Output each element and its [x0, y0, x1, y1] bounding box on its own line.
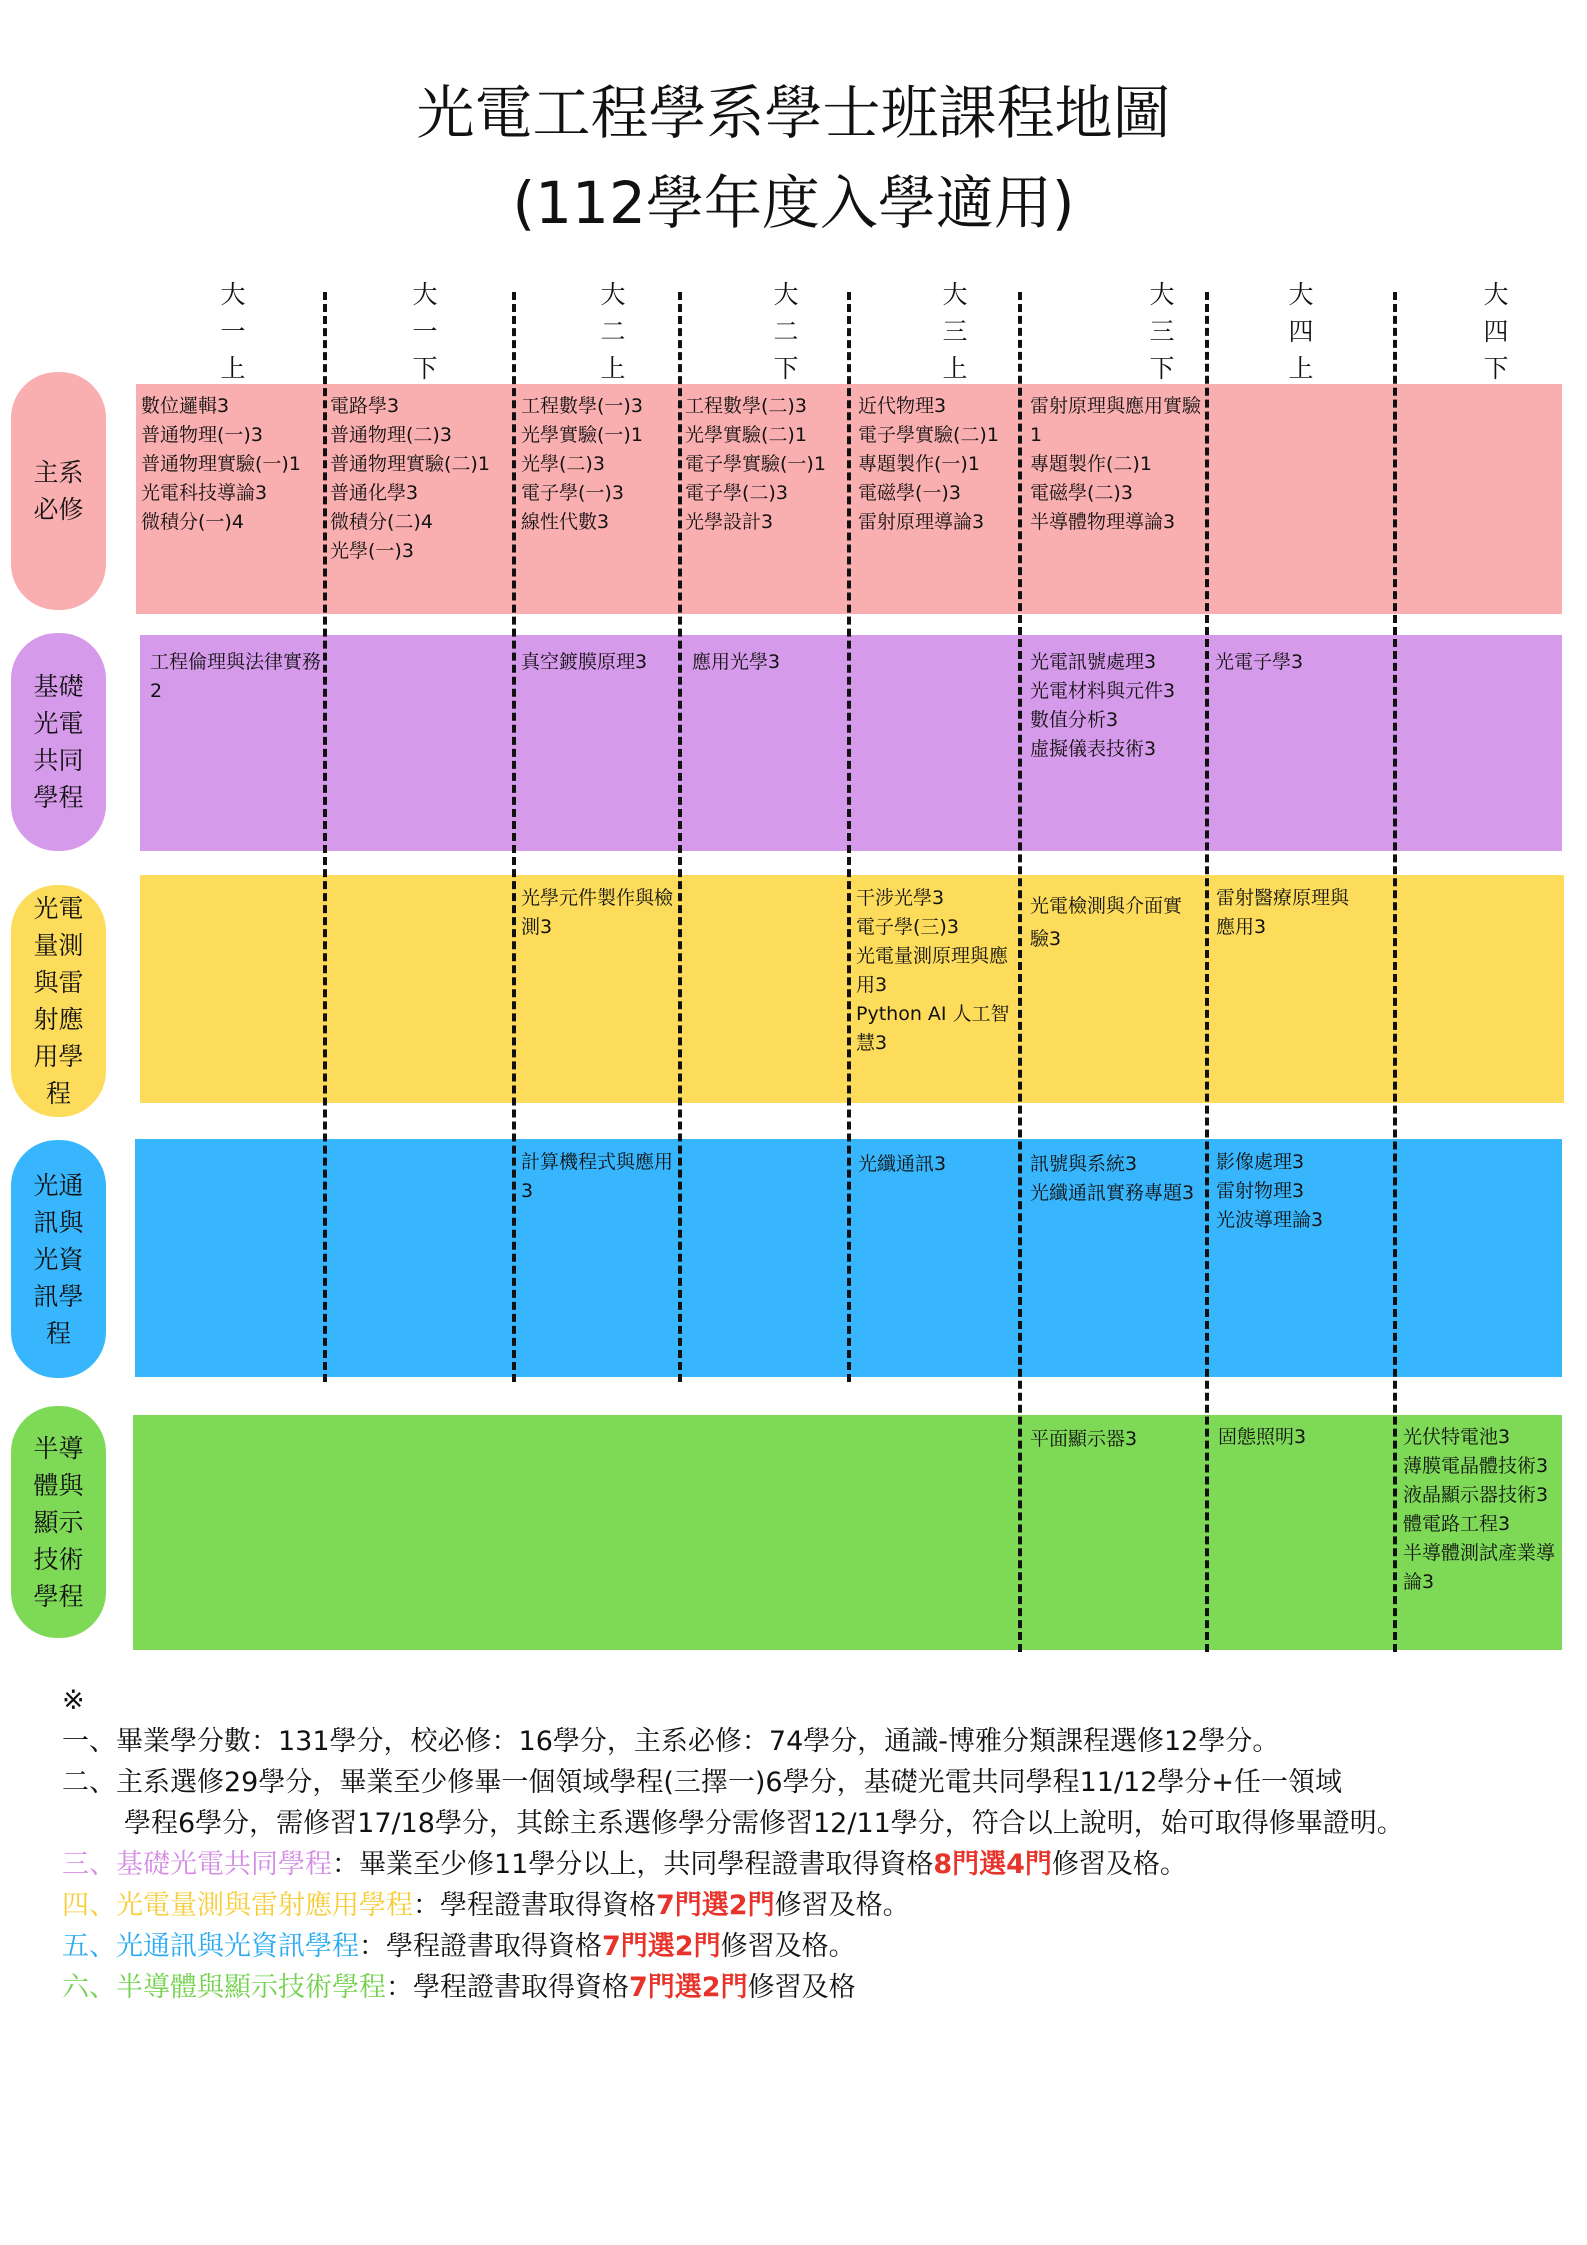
- track-label-line: 顯示: [33, 1507, 84, 1537]
- cell-comm-y3b: [1030, 1150, 1206, 1208]
- course-item: 光電訊號處理3: [1030, 651, 1157, 673]
- course-item: 線性代數3: [521, 511, 610, 533]
- cell-main-y2b: [685, 392, 826, 537]
- semester-char: 上: [600, 354, 626, 383]
- track-label-line: 量測: [33, 931, 84, 960]
- note-3-prefix: 三、: [62, 1849, 116, 1880]
- track-label-line: 主系: [33, 458, 84, 487]
- semester-char: 下: [1149, 354, 1175, 383]
- course-item: 光學設計3: [685, 511, 774, 533]
- track-label-line: 光電: [33, 709, 84, 738]
- note-2b: 學程6學分，需修習17/18學分，其餘主系選修學分需修習12/11學分，符合以上說明，始可取得修畢證明。: [124, 1808, 1404, 1839]
- band-basic-optoelectronics: [140, 635, 1562, 851]
- course-item: 光電材料與元件3: [1030, 680, 1176, 702]
- semester-char: 上: [220, 354, 246, 383]
- track-label-line: 基礎: [33, 672, 84, 701]
- course-item: Python AI 人工智慧3: [856, 1003, 1010, 1054]
- course-item: 普通物理實驗(二)1: [330, 453, 490, 475]
- course-item: 計算機程式與應用3: [521, 1151, 674, 1202]
- track-label-line: 光資: [33, 1244, 84, 1274]
- cell-main-y1a: [141, 392, 301, 537]
- notes-mark: ※: [62, 1685, 85, 1716]
- course-item: 雷射醫療原理與應用3: [1216, 887, 1350, 938]
- cell-basic-y3b: [1030, 648, 1175, 764]
- note-6-text: ：學程證書取得資格: [386, 1972, 629, 2003]
- page-title: 光電工程學系學士班課程地圖: [416, 79, 1171, 147]
- separator-3: [678, 292, 682, 1382]
- semester-char: 大: [412, 280, 438, 309]
- course-item: 電子學(二)3: [685, 482, 788, 504]
- note-5-end: 修習及格。: [720, 1931, 856, 1962]
- course-item: 光纖通訊實務專題3: [1030, 1182, 1195, 1204]
- course-item: 光波導理論3: [1216, 1209, 1324, 1231]
- course-item: 光學元件製作與檢測3: [521, 887, 674, 938]
- course-item: 薄膜電晶體技術3: [1403, 1455, 1549, 1477]
- course-item: 光學(二)3: [521, 453, 605, 475]
- separator-1: [323, 292, 327, 1382]
- track-label-line: 訊與: [33, 1207, 84, 1237]
- note-4: [62, 1885, 1404, 1926]
- note-4-program-name: 光電量測與雷射應用學程: [116, 1890, 413, 1921]
- separator-4: [847, 292, 851, 1382]
- note-5-requirement: 7門選2門: [602, 1931, 721, 1962]
- course-item: 虛擬儀表技術3: [1030, 738, 1157, 760]
- note-3: [62, 1844, 1404, 1885]
- note-4-text: ：學程證書取得資格: [413, 1890, 656, 1921]
- track-label-line: 半導: [33, 1433, 84, 1463]
- semester-char: 上: [1288, 354, 1314, 383]
- course-item: 電子學實驗(二)1: [858, 424, 999, 446]
- course-item: 雷射物理3: [1216, 1180, 1305, 1202]
- course-item: 光電檢測與介面實驗3: [1030, 895, 1183, 950]
- course-item: 體電路工程3: [1403, 1513, 1511, 1535]
- note-5-prefix: 五、: [62, 1931, 116, 1962]
- cell-basic-y1a: [150, 648, 322, 706]
- semester-header-y4a: [1281, 276, 1321, 387]
- course-item: 光電科技導論3: [141, 482, 268, 504]
- course-item: 數值分析3: [1030, 709, 1119, 731]
- note-4-requirement: 7門選2門: [656, 1890, 775, 1921]
- course-item: 微積分(一)4: [141, 511, 244, 533]
- semester-char: 大: [942, 280, 968, 309]
- course-item: 工程數學(一)3: [521, 395, 643, 417]
- course-item: 光纖通訊3: [858, 1153, 947, 1175]
- course-item: 光伏特電池3: [1403, 1426, 1511, 1448]
- track-label-line: 必修: [33, 495, 84, 524]
- semester-char: 大: [600, 280, 626, 309]
- note-3-text: ：畢業至少修11學分以上，共同學程證書取得資格: [332, 1849, 934, 1880]
- semester-char: 三: [942, 317, 968, 346]
- semester-char: 大: [1149, 280, 1175, 309]
- course-item: 液晶顯示器技術3: [1403, 1484, 1549, 1506]
- cell-main-y3b: [1030, 392, 1202, 537]
- semester-char: 三: [1149, 317, 1175, 346]
- semester-char: 下: [1483, 354, 1509, 383]
- semester-header-y2b: [766, 276, 806, 387]
- cell-basic-y2b: [692, 648, 780, 677]
- separator-7: [1393, 292, 1397, 1652]
- semester-header-y3a: [935, 276, 975, 387]
- course-item: 電子學實驗(一)1: [685, 453, 826, 475]
- course-item: 普通化學3: [330, 482, 419, 504]
- track-label-main-required: [11, 372, 106, 610]
- semester-char: 上: [942, 354, 968, 383]
- semester-header-y1b: [405, 276, 445, 387]
- cell-main-y2a: [521, 392, 643, 537]
- track-label-line: 共同: [33, 746, 84, 775]
- course-item: 微積分(二)4: [330, 511, 433, 533]
- track-label-line: 射應: [33, 1005, 84, 1034]
- course-item: 光電子學3: [1215, 651, 1304, 673]
- semester-char: 一: [412, 317, 438, 346]
- note-3-requirement: 8門選4門: [933, 1849, 1052, 1880]
- course-item: 真空鍍膜原理3: [521, 651, 648, 673]
- course-item: 近代物理3: [858, 395, 947, 417]
- track-label-line: 體與: [33, 1470, 84, 1500]
- course-item: 干涉光學3: [856, 887, 945, 909]
- note-4-prefix: 四、: [62, 1890, 116, 1921]
- semester-char: 四: [1288, 317, 1314, 346]
- course-item: 雷射原理與應用實驗1: [1030, 395, 1202, 446]
- semester-header-y3b: [1142, 276, 1182, 387]
- note-1: 一、畢業學分數：131學分，校必修：16學分，主系必修：74學分，通識-博雅分類課程選修12學分。: [62, 1726, 1280, 1757]
- semester-char: 二: [773, 317, 799, 346]
- track-label-line: 與雷: [33, 968, 84, 997]
- semester-char: 四: [1483, 317, 1509, 346]
- track-label-line: 程: [45, 1318, 71, 1348]
- track-label-line: 訊學: [33, 1281, 84, 1311]
- separator-6: [1205, 292, 1209, 1652]
- course-item: 普通物理(二)3: [330, 424, 452, 446]
- cell-basic-y2a: [521, 648, 647, 677]
- semester-header-y4b: [1476, 276, 1516, 387]
- semester-char: 下: [773, 354, 799, 383]
- semester-header-y2a: [593, 276, 633, 387]
- separator-5: [1018, 292, 1022, 1652]
- track-label-line: 用學: [33, 1042, 84, 1071]
- course-item: 專題製作(二)1: [1030, 453, 1152, 475]
- track-label-line: 程: [45, 1079, 71, 1108]
- semester-char: 大: [1483, 280, 1509, 309]
- cell-laser-y3a: [856, 884, 1014, 1058]
- semester-char: 一: [220, 317, 246, 346]
- semester-char: 大: [1288, 280, 1314, 309]
- cell-semi-y4a: [1218, 1423, 1306, 1452]
- course-item: 數位邏輯3: [141, 395, 230, 417]
- course-item: 光學(一)3: [330, 540, 414, 562]
- cell-main-y3a: [858, 392, 999, 537]
- cell-laser-y3b: [1030, 890, 1200, 956]
- course-item: 半導體物理導論3: [1030, 511, 1176, 533]
- note-6-requirement: 7門選2門: [629, 1972, 748, 2003]
- semester-char: 二: [600, 317, 626, 346]
- course-item: 雷射原理導論3: [858, 511, 985, 533]
- cell-semi-y3b: [1030, 1425, 1137, 1454]
- course-item: 普通物理實驗(一)1: [141, 453, 301, 475]
- semester-char: 大: [220, 280, 246, 309]
- cell-comm-y2a: [521, 1148, 676, 1206]
- track-label-semiconductor-display: [11, 1406, 106, 1638]
- semester-char: 大: [773, 280, 799, 309]
- course-item: 電磁學(一)3: [858, 482, 961, 504]
- course-item: 光學實驗(一)1: [521, 424, 643, 446]
- course-item: 光電量測原理與應用3: [856, 945, 1009, 996]
- cell-laser-y4a: [1216, 884, 1354, 942]
- course-item: 電子學(一)3: [521, 482, 624, 504]
- track-label-optical-communication: [11, 1140, 106, 1378]
- course-item: 光學實驗(二)1: [685, 424, 807, 446]
- course-item: 應用光學3: [692, 651, 781, 673]
- track-label-line: 光電: [33, 894, 84, 923]
- course-item: 影像處理3: [1216, 1151, 1305, 1173]
- note-4-end: 修習及格。: [774, 1890, 910, 1921]
- note-5-program-name: 光通訊與光資訊學程: [116, 1931, 359, 1962]
- cell-semi-y4b: [1403, 1423, 1560, 1597]
- note-6: [62, 1967, 1404, 2008]
- note-5-text: ：學程證書取得資格: [359, 1931, 602, 1962]
- note-6-program-name: 半導體與顯示技術學程: [116, 1972, 386, 2003]
- note-6-end: 修習及格: [747, 1972, 856, 2003]
- semester-char: 下: [412, 354, 438, 383]
- course-item: 平面顯示器3: [1030, 1428, 1138, 1450]
- note-3-program-name: 基礎光電共同學程: [116, 1849, 332, 1880]
- course-item: 電路學3: [330, 395, 400, 417]
- track-label-line: 學程: [33, 783, 84, 812]
- cell-main-y1b: [330, 392, 490, 566]
- page-subtitle: (112學年度入學適用): [512, 169, 1075, 237]
- cell-basic-y4a: [1215, 648, 1303, 677]
- note-5: [62, 1926, 1404, 1967]
- course-item: 專題製作(一)1: [858, 453, 980, 475]
- track-label-line: 技術: [33, 1544, 84, 1574]
- cell-comm-y3a: [858, 1150, 946, 1179]
- semester-header-y1a: [213, 276, 253, 387]
- track-label-basic-optoelectronics: [11, 633, 106, 851]
- track-label-line: 光通: [33, 1170, 84, 1200]
- cell-laser-y2a: [521, 884, 676, 942]
- track-label-measurement-laser: [11, 885, 106, 1117]
- note-6-prefix: 六、: [62, 1972, 116, 2003]
- course-item: 固態照明3: [1218, 1426, 1307, 1448]
- course-item: 半導體測試產業導論3: [1403, 1542, 1556, 1593]
- track-label-line: 學程: [33, 1581, 84, 1611]
- course-item: 電磁學(二)3: [1030, 482, 1133, 504]
- notes-section: [62, 1680, 1404, 2008]
- course-item: 工程倫理與法律實務2: [150, 651, 322, 702]
- course-item: 電子學(三)3: [856, 916, 959, 938]
- separator-2: [512, 292, 516, 1382]
- band-semiconductor-display: [133, 1415, 1562, 1650]
- course-item: 普通物理(一)3: [141, 424, 263, 446]
- course-item: 訊號與系統3: [1030, 1153, 1138, 1175]
- course-item: 工程數學(二)3: [685, 395, 807, 417]
- note-2a: 二、主系選修29學分，畢業至少修畢一個領域學程(三擇一)6學分，基礎光電共同學程11/12學分+任一領域: [62, 1767, 1343, 1798]
- cell-comm-y4a: [1216, 1148, 1323, 1235]
- note-3-end: 修習及格。: [1051, 1849, 1187, 1880]
